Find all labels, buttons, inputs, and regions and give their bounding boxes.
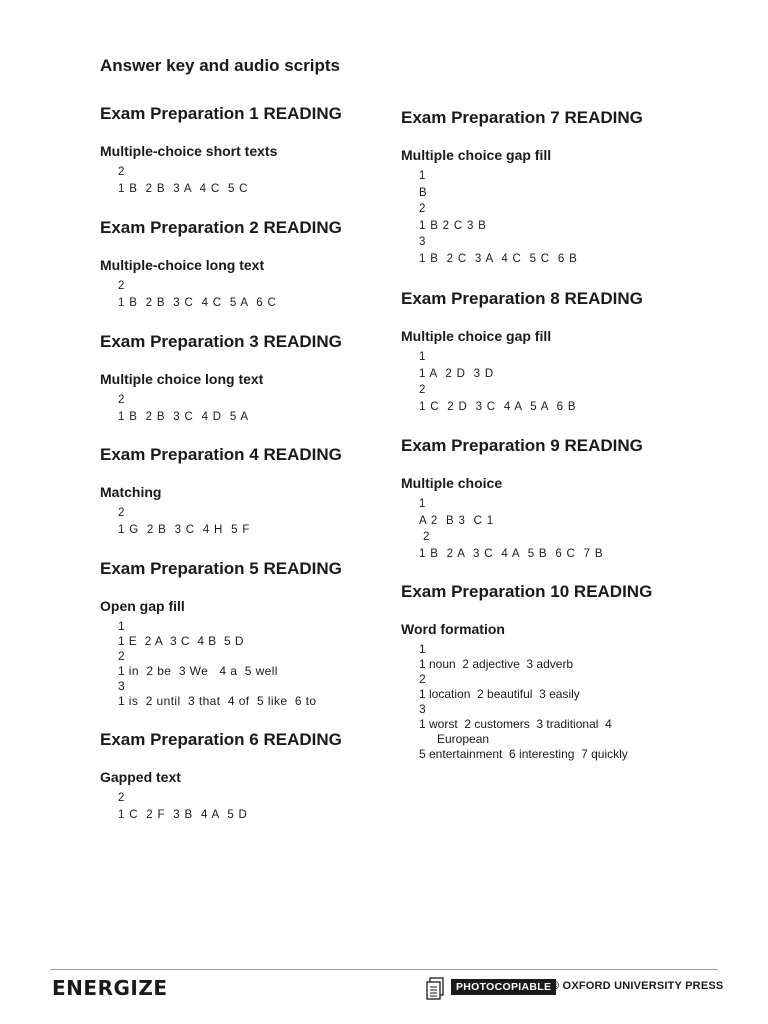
answer-line: 2 [118, 649, 126, 663]
answer-line: 2 [118, 280, 126, 292]
section-subheading: Gapped text [100, 769, 181, 785]
answer-list [118, 392, 249, 425]
section-exam-prep-5 [100, 559, 380, 708]
answer-line: 2 [118, 792, 126, 804]
energize-logo: ENERGIZE [52, 976, 168, 1000]
section-subheading: Matching [100, 484, 162, 500]
answer-line: 1 A 2 D 3 D [419, 367, 494, 380]
section-heading: Exam Preparation 1 READING [100, 104, 342, 123]
photocopiable-badge: PHOTOCOPIABLE [451, 979, 556, 995]
section-exam-prep-7 [401, 108, 731, 265]
section-exam-prep-8 [401, 289, 731, 413]
section-subheading: Multiple choice [401, 475, 503, 491]
answer-list [118, 278, 277, 311]
answer-line: B [419, 186, 428, 199]
answer-line: 1 B 2 C 3 A 4 C 5 C 6 B [419, 252, 578, 265]
answer-line: 1 [419, 170, 427, 182]
answer-line: 1 B 2 A 3 C 4 A 5 B 6 C 7 B [419, 547, 604, 560]
section-exam-prep-10 [401, 582, 731, 761]
answer-line: 3 [419, 236, 427, 248]
section-exam-prep-4 [100, 445, 380, 536]
answer-list [419, 496, 603, 562]
answer-list [419, 349, 576, 415]
answer-line: 1 G 2 B 3 C 4 H 5 F [118, 523, 251, 536]
answer-line: 2 [419, 672, 426, 686]
answer-line: 1 [118, 619, 126, 633]
answer-line: 1 [419, 642, 426, 656]
section-subheading: Open gap fill [100, 598, 185, 614]
section-heading: Exam Preparation 10 READING [401, 582, 653, 601]
answer-line: 1 C 2 D 3 C 4 A 5 A 6 B [419, 400, 577, 413]
answer-line: 2 [419, 203, 427, 215]
section-subheading: Multiple-choice short texts [100, 143, 278, 159]
section-heading: Exam Preparation 7 READING [401, 108, 643, 127]
answer-list [118, 505, 250, 538]
answer-list [118, 790, 248, 823]
section-subheading: Multiple-choice long text [100, 257, 265, 273]
section-exam-prep-3 [100, 332, 380, 423]
answer-list [118, 619, 317, 709]
answer-line: 1 is 2 until 3 that 4 of 5 like 6 to [118, 694, 317, 708]
answer-line: 5 entertainment 6 interesting 7 quickly [419, 747, 628, 761]
answer-line: 2 [419, 384, 427, 396]
section-heading: Exam Preparation 2 READING [100, 218, 342, 237]
section-subheading: Multiple choice gap fill [401, 147, 552, 163]
answer-line: 1 B 2 B 3 C 4 C 5 A 6 C [118, 296, 277, 309]
answer-line: 2 [118, 507, 126, 519]
answer-line: 1 [419, 351, 427, 363]
section-exam-prep-2 [100, 218, 380, 309]
answer-line: European [437, 732, 490, 746]
answer-line: 3 [419, 702, 426, 716]
footer-divider [50, 969, 718, 970]
section-heading: Exam Preparation 5 READING [100, 559, 342, 578]
answer-line: 3 [118, 679, 126, 693]
answer-line: 1 E 2 A 3 C 4 B 5 D [118, 634, 244, 648]
answer-line: 1 B 2 B 3 A 4 C 5 C [118, 182, 249, 195]
answer-list [118, 164, 248, 197]
section-heading: Exam Preparation 9 READING [401, 436, 643, 455]
section-heading: Exam Preparation 8 READING [401, 289, 643, 308]
answer-line: 1 in 2 be 3 We 4 a 5 well [118, 664, 278, 678]
section-subheading: Multiple choice long text [100, 371, 264, 387]
section-exam-prep-1 [100, 104, 380, 195]
answer-line: 1 location 2 beautiful 3 easily [419, 687, 580, 701]
section-heading: Exam Preparation 6 READING [100, 730, 342, 749]
section-subheading: Multiple choice gap fill [401, 328, 552, 344]
answer-line: 1 noun 2 adjective 3 adverb [419, 657, 574, 671]
publisher-credit: © OXFORD UNIVERSITY PRESS [551, 980, 724, 992]
answer-line: 1 worst 2 customers 3 traditional 4 [419, 717, 612, 731]
photocopy-icon [425, 977, 445, 1001]
answer-line: 1 B 2 B 3 C 4 D 5 A [118, 410, 249, 423]
answer-line: 1 C 2 F 3 B 4 A 5 D [118, 808, 248, 821]
section-heading: Exam Preparation 4 READING [100, 445, 342, 464]
section-exam-prep-6 [100, 730, 380, 821]
answer-line: 2 [118, 166, 126, 178]
answer-line: A 2 B 3 C 1 [419, 514, 494, 527]
answer-line: 2 [118, 394, 126, 406]
answer-line: 1 B 2 C 3 B [419, 219, 487, 232]
page-title: Answer key and audio scripts [100, 56, 340, 75]
answer-list [419, 642, 628, 762]
answer-line: 2 [419, 531, 431, 543]
answer-list [419, 168, 578, 267]
section-subheading: Word formation [401, 621, 505, 637]
answer-line: 1 [419, 498, 427, 510]
section-exam-prep-9 [401, 436, 731, 560]
section-heading: Exam Preparation 3 READING [100, 332, 342, 351]
